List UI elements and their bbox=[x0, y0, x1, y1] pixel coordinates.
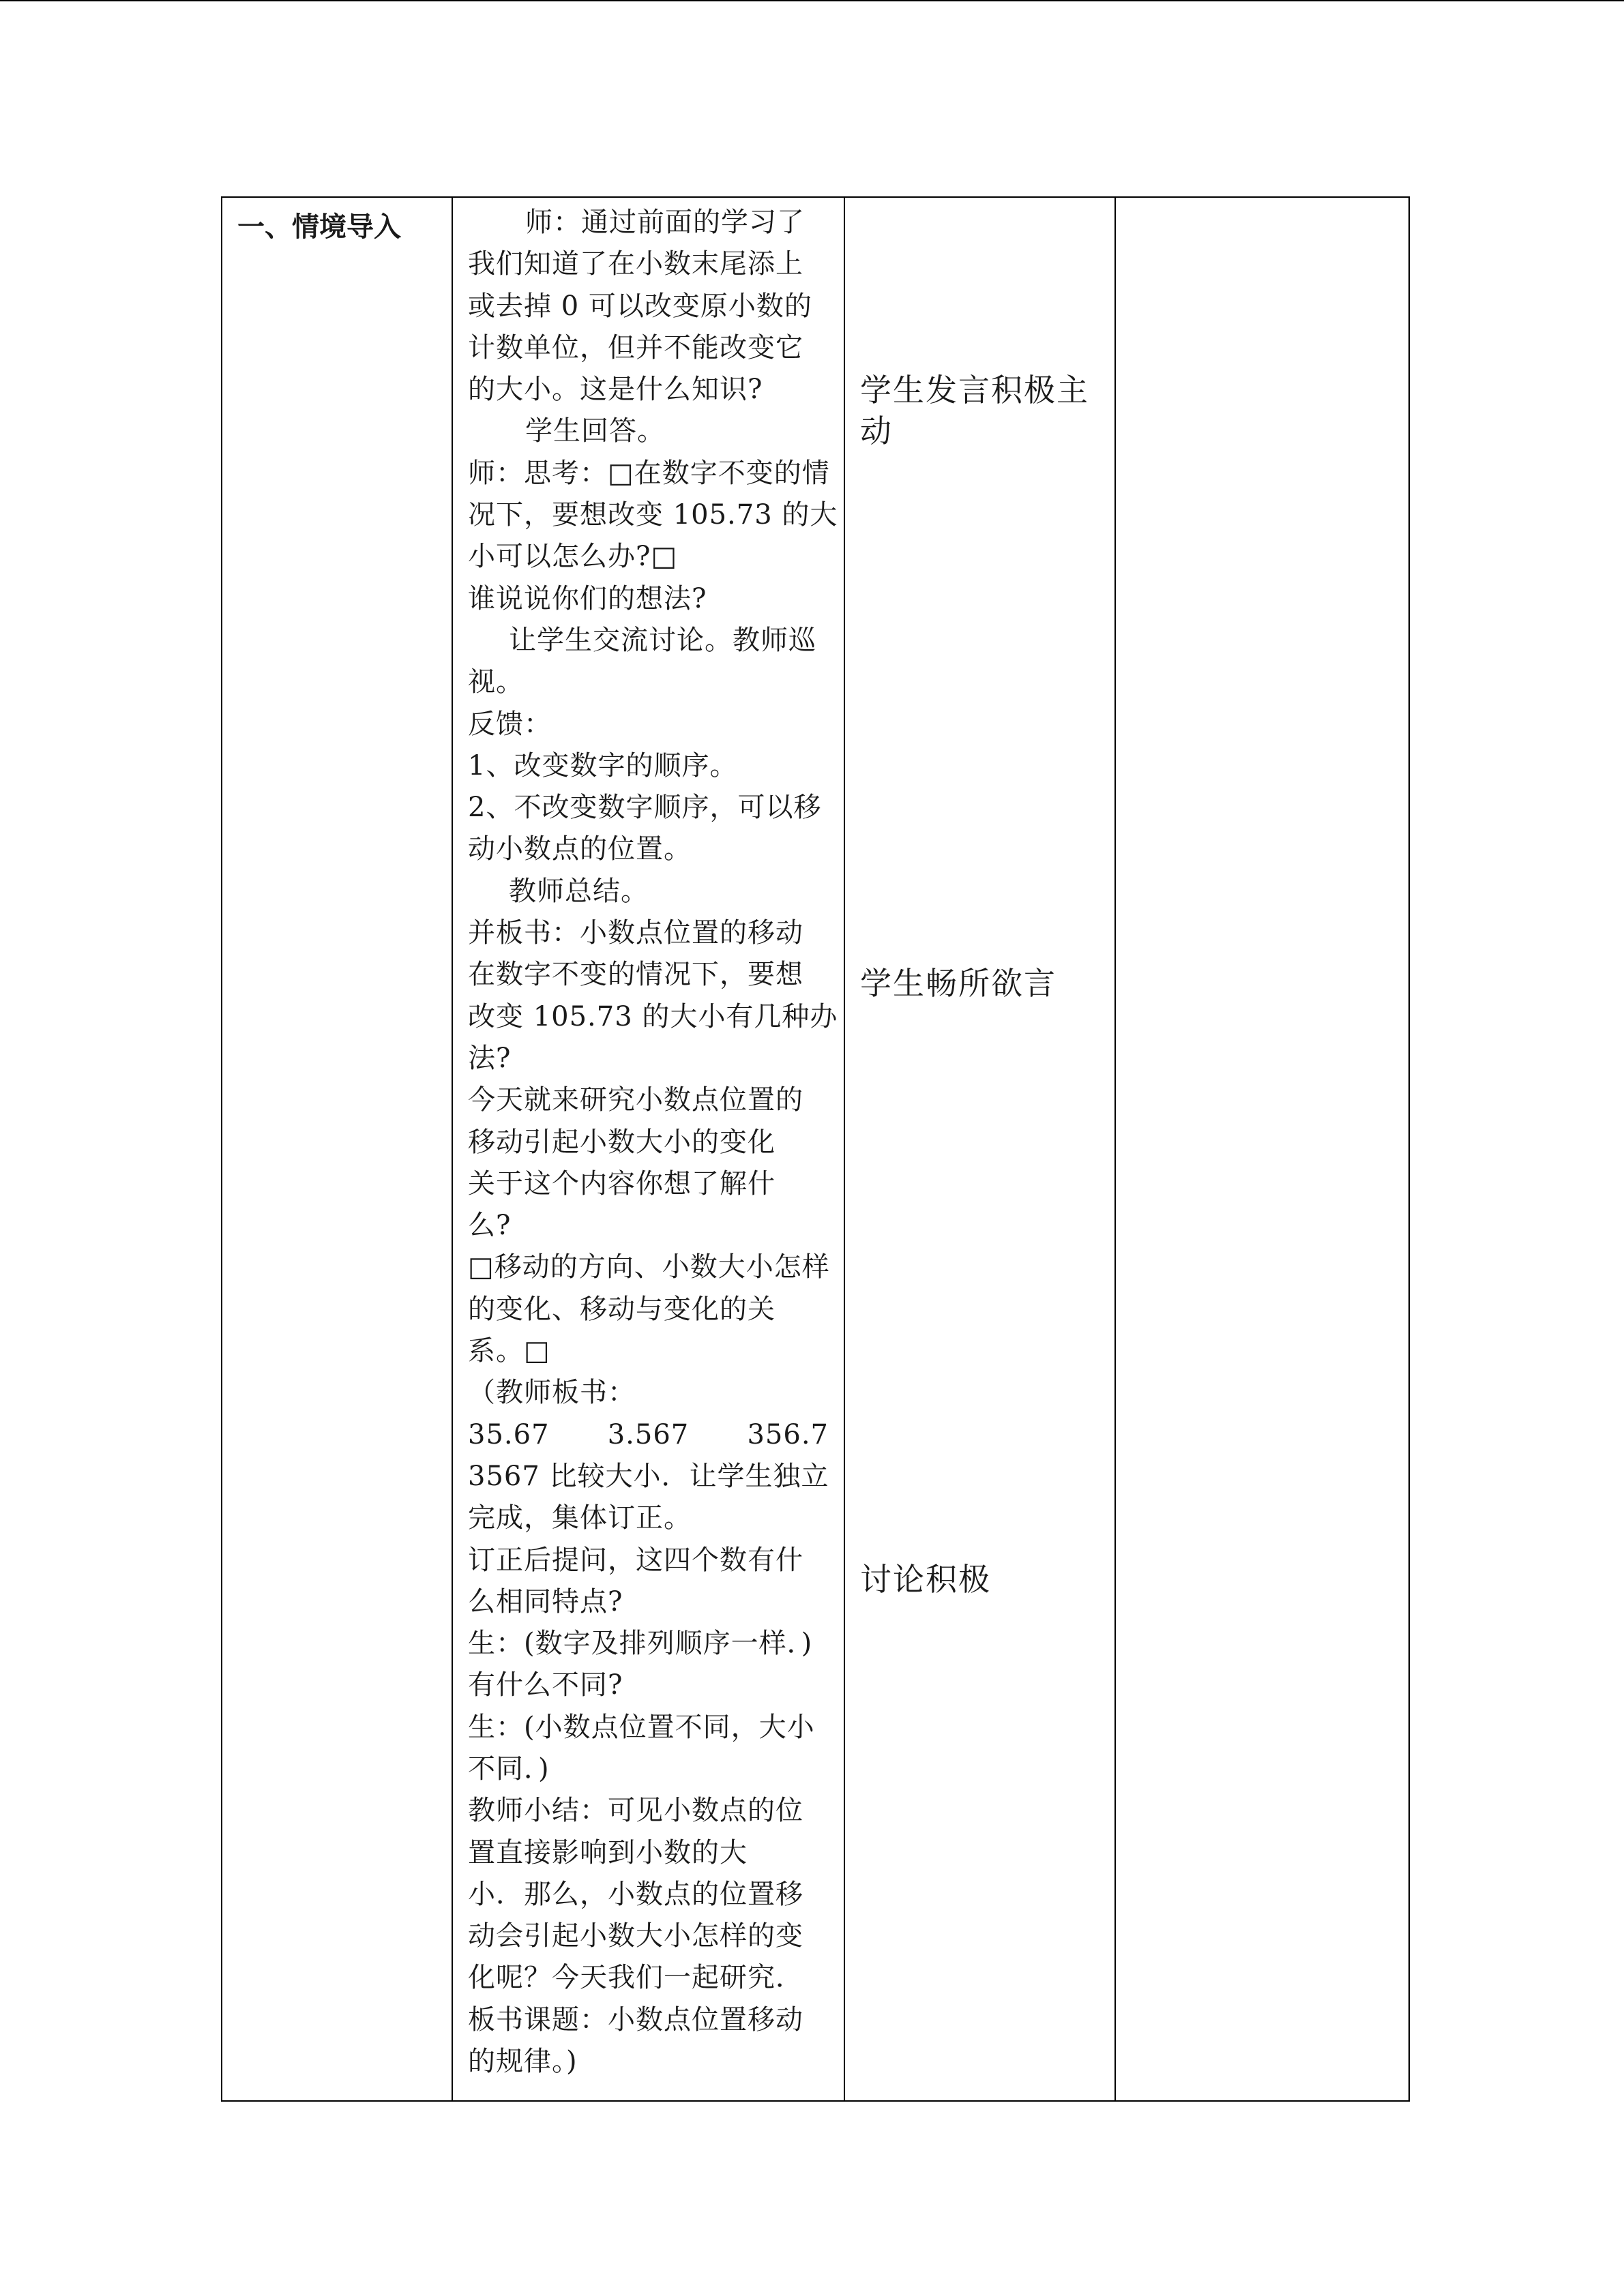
number-value: 3.567 bbox=[607, 1418, 690, 1450]
content-line: 况下，要想改变 105.73 的大 bbox=[468, 499, 838, 531]
content-line: （教师板书： bbox=[468, 1377, 636, 1409]
content-line: 置直接影响到小数的大 bbox=[468, 1836, 748, 1868]
content-line: 让学生交流讨论。教师巡 bbox=[509, 624, 816, 656]
content-line: 今天就来研究小数点位置的 bbox=[468, 1084, 803, 1116]
content-line: 的规律。) bbox=[468, 2046, 578, 2078]
page-top-border bbox=[0, 0, 1624, 1]
content-line: 或去掉 0 可以改变原小数的 bbox=[468, 290, 812, 322]
number-value: 356.7 bbox=[747, 1418, 829, 1450]
content-line: 小．那么，小数点的位置移 bbox=[468, 1878, 803, 1910]
number-value: 35.67 bbox=[468, 1418, 550, 1450]
content-line: 并板书：小数点位置的移动 bbox=[468, 917, 803, 949]
content-line: 师：思考：□在数字不变的情 bbox=[468, 457, 830, 489]
content-line: 视。 bbox=[468, 666, 524, 698]
numbers-row bbox=[468, 1414, 829, 1456]
content-line: 1、改变数字的顺序。 bbox=[468, 749, 738, 781]
content-line: 有什么不同? bbox=[468, 1669, 623, 1701]
content-line: 小可以怎么办?□ bbox=[468, 541, 678, 573]
content-line: 法? bbox=[468, 1042, 512, 1074]
content-line: 师：通过前面的学习了 bbox=[525, 207, 805, 238]
content-line: 生：(小数点位置不同，大小 bbox=[468, 1711, 815, 1743]
notes-cell bbox=[1116, 198, 1410, 2100]
content-line: 么相同特点? bbox=[468, 1585, 623, 1617]
content-line: 的变化、移动与变化的关 bbox=[468, 1293, 776, 1325]
student-note: 学生畅所欲言 bbox=[860, 965, 1057, 1002]
content-line: 动小数点的位置。 bbox=[468, 833, 692, 865]
content-line: 完成，集体订正。 bbox=[468, 1502, 692, 1534]
content-line: 生：(数字及排列顺序一样．) bbox=[468, 1628, 813, 1660]
content-line: 化呢？今天我们一起研究． bbox=[468, 1962, 803, 1994]
content-line: 我们知道了在小数末尾添上 bbox=[468, 248, 803, 280]
content-line: 关于这个内容你想了解什 bbox=[468, 1167, 776, 1199]
content-line: 不同．) bbox=[468, 1753, 550, 1785]
content-line: 反馈： bbox=[468, 708, 552, 740]
content-line: 计数单位，但并不能改变它 bbox=[468, 331, 803, 363]
student-note: 学生发言积极主动 bbox=[860, 372, 1089, 449]
content-line: 教师小结：可见小数点的位 bbox=[468, 1795, 803, 1827]
content-line: 板书课题：小数点位置移动 bbox=[468, 2003, 803, 2036]
content-line: 2、不改变数字顺序，可以移 bbox=[468, 792, 822, 824]
content-line: 系。□ bbox=[468, 1335, 550, 1367]
content-line: □移动的方向、小数大小怎样 bbox=[468, 1251, 830, 1283]
student-activity-cell bbox=[845, 198, 1114, 2100]
content-line: 改变 105.73 的大小有几种办 bbox=[468, 1000, 838, 1032]
content-line: 移动引起小数大小的变化 bbox=[468, 1126, 776, 1158]
content-line: 动会引起小数大小怎样的变 bbox=[468, 1920, 803, 1952]
content-line: 订正后提问，这四个数有什 bbox=[468, 1544, 803, 1576]
teaching-content-cell bbox=[453, 198, 844, 2100]
content-line: 学生回答。 bbox=[525, 415, 665, 447]
content-line: 教师总结。 bbox=[509, 875, 649, 907]
content-line: 在数字不变的情况下，要想 bbox=[468, 959, 803, 991]
content-line: 么? bbox=[468, 1210, 512, 1242]
student-note: 讨论积极 bbox=[860, 1561, 991, 1598]
content-line: 谁说说你们的想法? bbox=[468, 582, 707, 614]
section-title: 一、情境导入 bbox=[237, 211, 401, 243]
lesson-plan-table bbox=[221, 196, 1410, 2102]
content-line: 3567 比较大小．让学生独立 bbox=[468, 1460, 829, 1492]
section-cell bbox=[222, 198, 452, 2100]
content-line: 的大小。这是什么知识? bbox=[468, 374, 763, 406]
